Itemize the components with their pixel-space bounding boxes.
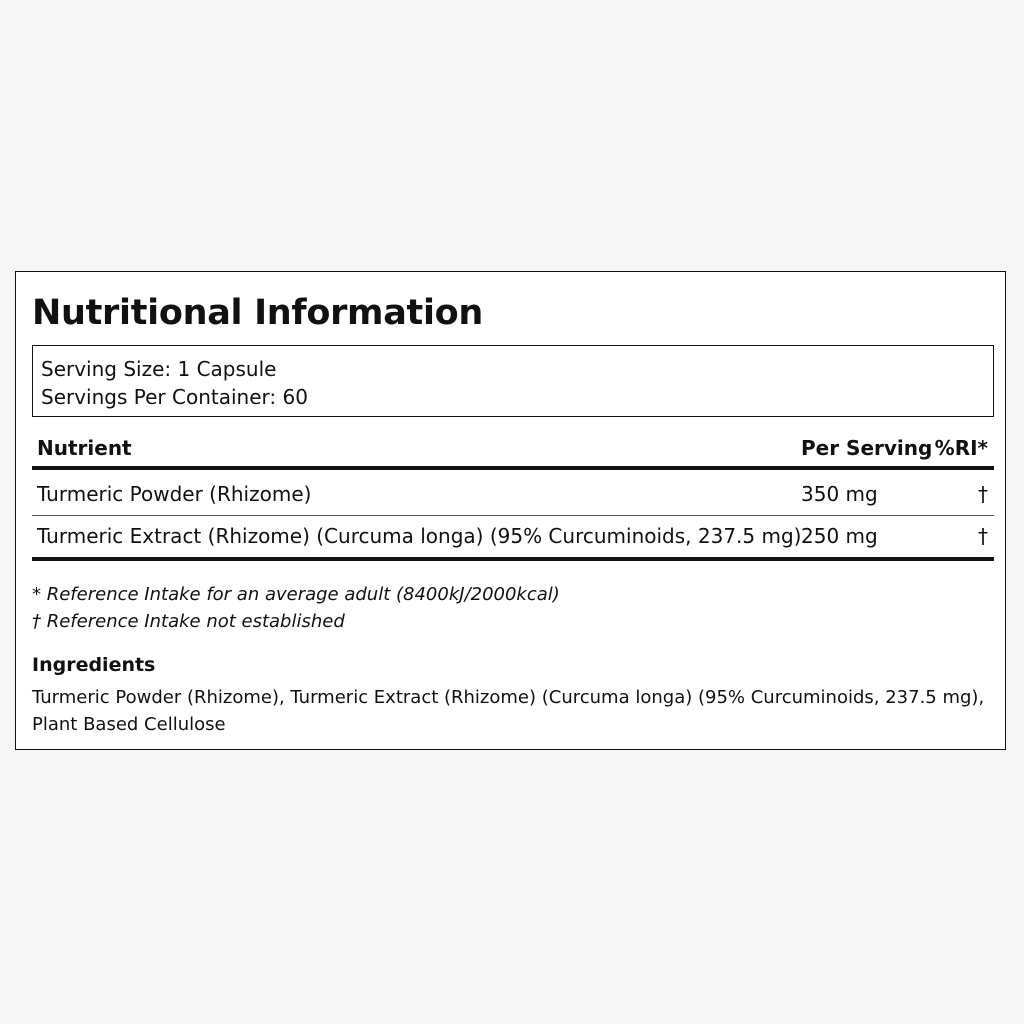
servings-per-container: Servings Per Container: 60 [41,385,308,409]
ingredients-list: Turmeric Powder (Rhizome), Turmeric Extract (Rhizome) (Curcuma longa) (95% Curcuminoids, 237.5 mg), Plant Based Cellulose [32,687,985,735]
footnote-not-established: † Reference Intake not established [32,611,345,632]
serving-info-box [32,345,994,417]
nutrient-ri: † [978,482,988,506]
serving-size: Serving Size: 1 Capsule [41,357,277,381]
footnotes [32,581,560,635]
table-row [32,516,994,561]
header-ri: %RI* [934,436,988,460]
label-title: Nutritional Information [32,293,484,333]
header-per-serving: Per Serving [801,436,933,460]
nutrient-table [32,432,994,561]
nutrient-name: Turmeric Powder (Rhizome) [37,482,312,506]
nutrient-amount: 250 mg [801,524,878,548]
nutrient-name: Turmeric Extract (Rhizome) (Curcuma longa) (95% Curcuminoids, 237.5 mg) [37,524,802,548]
nutrient-ri: † [978,524,988,548]
nutrition-label-panel [15,271,1006,750]
table-row [32,470,994,516]
table-header-row [32,432,994,470]
ingredients-heading: Ingredients [32,654,156,676]
header-nutrient: Nutrient [37,436,132,460]
footnote-reference-intake: * Reference Intake for an average adult (8400kJ/2000kcal) [32,584,560,605]
nutrient-amount: 350 mg [801,482,878,506]
